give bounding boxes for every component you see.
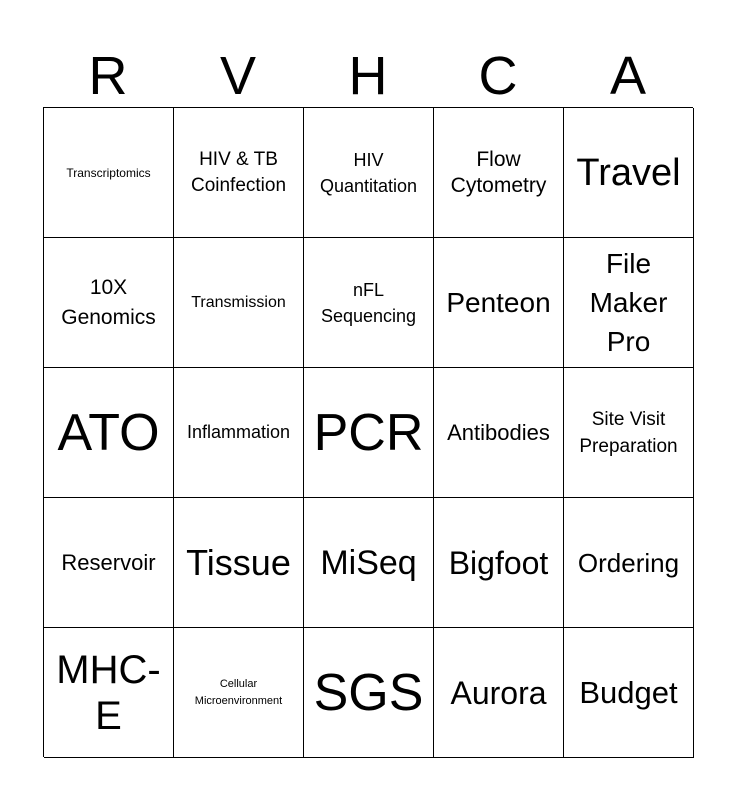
cell-label: MiSeq (320, 543, 417, 582)
cell-label: Penteon (446, 286, 551, 318)
cell-label: Inflammation (186, 422, 291, 442)
header-letter-c: C (478, 46, 518, 106)
cell-label: Reservoir (61, 549, 156, 575)
cell-label: Tissue (186, 541, 291, 583)
cell-label: Transmission (191, 294, 286, 311)
cell-label: PCR (313, 403, 424, 462)
bingo-cell[interactable] (434, 368, 564, 498)
cell-label: Flow Cytometry (450, 147, 547, 197)
bingo-cell[interactable] (304, 628, 434, 758)
cell-label: Antibodies (447, 419, 550, 445)
header-letter-r: R (88, 46, 128, 106)
bingo-cell[interactable] (304, 368, 434, 498)
cell-label: Bigfoot (448, 544, 549, 581)
cell-label: MHC-E (56, 647, 161, 738)
cell-label: 10X Genomics (61, 275, 156, 329)
bingo-cell[interactable] (564, 238, 694, 368)
bingo-cell[interactable] (174, 368, 304, 498)
cell-label: HIV & TB Coinfection (190, 148, 287, 196)
bingo-header (43, 44, 693, 108)
cell-label: File Maker Pro (589, 248, 668, 357)
bingo-cell[interactable] (44, 238, 174, 368)
cell-label: SGS (313, 663, 424, 722)
cell-label: Budget (579, 674, 678, 710)
bingo-cell[interactable] (564, 108, 694, 238)
bingo-cell[interactable] (174, 108, 304, 238)
bingo-cell[interactable] (174, 238, 304, 368)
cell-label: Cellular Microenvironment (194, 677, 283, 707)
cell-label: nFL Sequencing (320, 279, 417, 326)
bingo-cell[interactable] (44, 498, 174, 628)
bingo-cell[interactable] (564, 628, 694, 758)
cell-label: Travel (576, 151, 681, 194)
bingo-cell[interactable] (304, 238, 434, 368)
bingo-cell[interactable] (44, 108, 174, 238)
bingo-cell[interactable] (44, 368, 174, 498)
cell-label: Aurora (450, 674, 547, 711)
bingo-cell[interactable] (564, 368, 694, 498)
bingo-cell[interactable] (564, 498, 694, 628)
bingo-cell[interactable] (304, 108, 434, 238)
cell-label: Transcriptomics (66, 165, 151, 180)
bingo-cell[interactable] (44, 628, 174, 758)
cell-label: ATO (57, 403, 160, 462)
bingo-cell[interactable] (434, 628, 564, 758)
header-letter-a: A (609, 46, 647, 106)
bingo-cell[interactable] (434, 108, 564, 238)
bingo-cell[interactable] (434, 238, 564, 368)
header-letter-v: V (219, 46, 257, 106)
bingo-cell[interactable] (434, 498, 564, 628)
bingo-grid (43, 107, 693, 757)
header-letter-h: H (348, 46, 388, 106)
cell-label: Ordering (577, 547, 680, 578)
cell-label: Site Visit Preparation (579, 408, 678, 457)
bingo-cell[interactable] (304, 498, 434, 628)
bingo-cell[interactable] (174, 498, 304, 628)
cell-label: HIV Quantitation (319, 149, 418, 196)
bingo-cell[interactable] (174, 628, 304, 758)
